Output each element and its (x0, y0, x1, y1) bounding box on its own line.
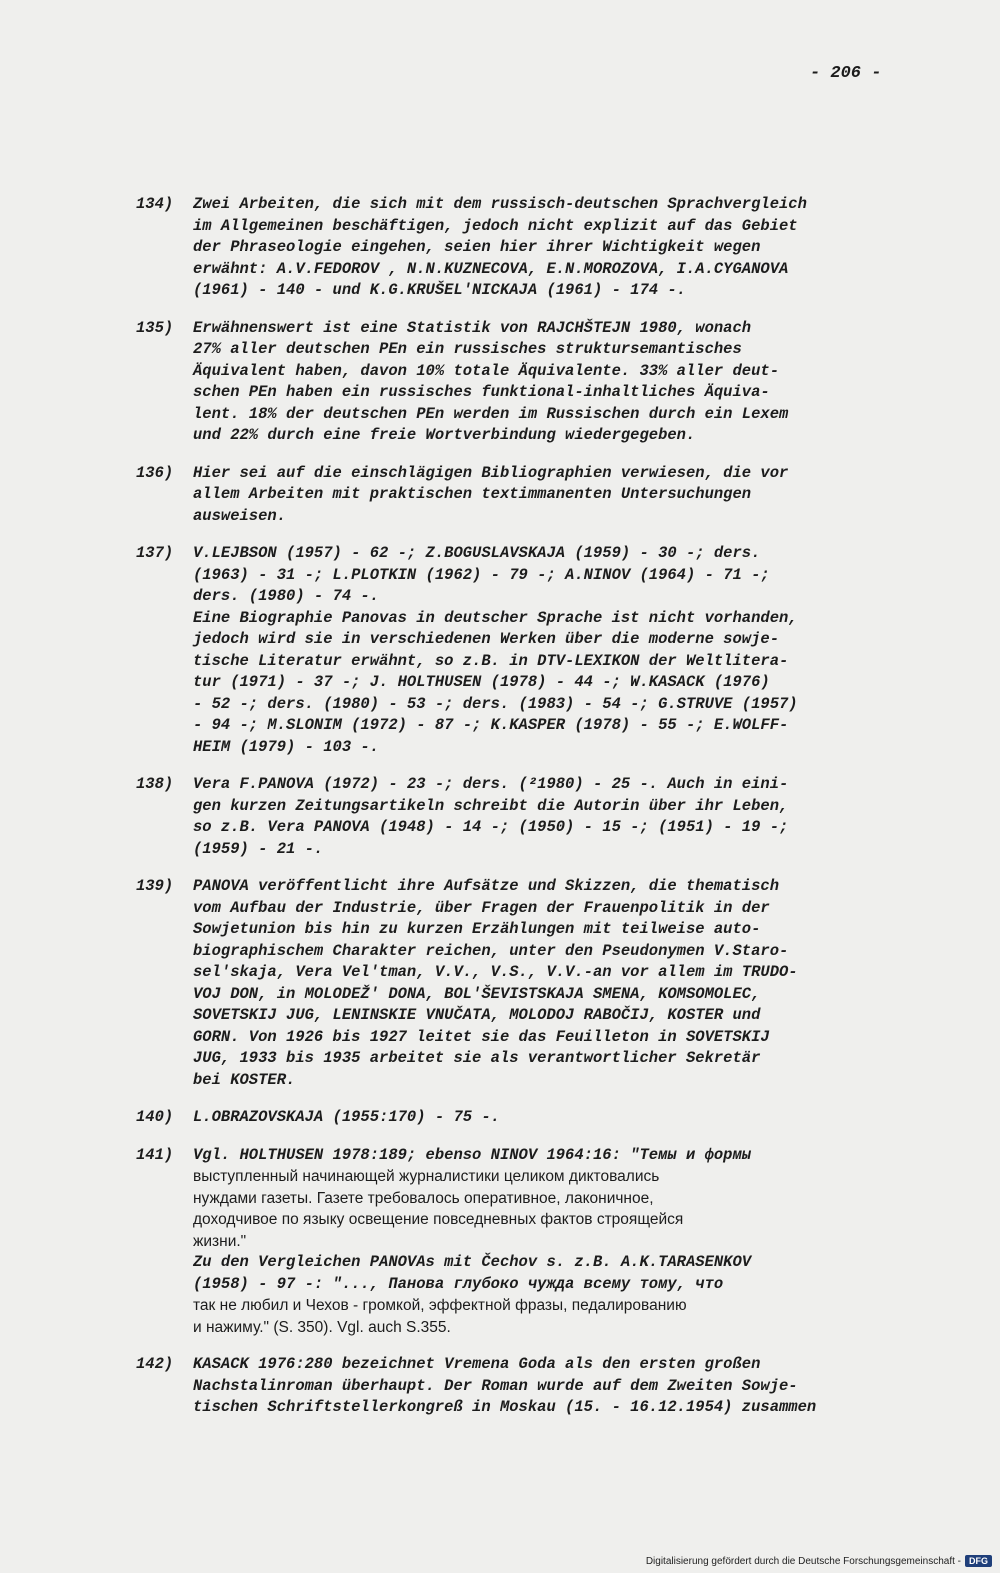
footnote-line: im Allgemeinen beschäftigen, jedoch nicht explizit auf das Gebiet (193, 216, 798, 235)
footnote-line: так не любил и Чехов - громкой, эффектной фразы, педалированию (193, 1297, 687, 1314)
footnote-line: tur (1971) - 37 -; J. HOLTHUSEN (1978) - 44 -; W.KASACK (1976) (193, 673, 770, 691)
footnote-line: SOVETSKIJ JUG, LENINSKIE VNUČATA, MOLODOJ RABOČIJ, KOSTER und (193, 1006, 761, 1024)
page-number: - 206 - (810, 64, 882, 83)
footnote-line: VOJ DON, in MOLODEŽ' DONA, BOL'ŠEVISTSKAJA SMENA, KOMSOMOLEC, (193, 984, 761, 1003)
footnote-line: L.OBRAZOVSKAJA (1955:170) - 75 -. (193, 1108, 500, 1126)
footnote-number: 139) (136, 877, 174, 895)
footnote-line: и нажиму." (S. 350). Vgl. auch S.355. (193, 1318, 451, 1336)
dfg-logo: DFG (965, 1555, 992, 1567)
footnote-line: Nachstalinroman überhaupt. Der Roman wurde auf dem Zweiten Sowje- (193, 1376, 798, 1395)
footnote-line: Eine Biographie Panovas in deutscher Sprache ist nicht vorhanden, (193, 608, 798, 627)
footnote-line: (1958) - 97 -: "..., Панова глубоко чужда всему тому, что (193, 1274, 724, 1293)
footnote-line: bei KOSTER. (193, 1070, 296, 1089)
footnote-line: erwähnt: A.V.FEDOROV , N.N.KUZNECOVA, E.N.MOROZOVA, I.A.CYGANOVA (193, 259, 789, 278)
footnote-line: (1959) - 21 -. (193, 839, 324, 858)
footnote-line: Erwähnenswert ist eine Statistik von RAJCHŠTEJN 1980, wonach (193, 318, 752, 337)
footnote-line: - 52 -; ders. (1980) - 53 -; ders. (1983) - 54 -; G.STRUVE (1957) (193, 694, 798, 713)
footnote-number: 135) (136, 318, 174, 337)
footnote-line: Zu den Vergleichen PANOVAs mit Čechov s. z.B. A.K.TARASENKOV (193, 1253, 752, 1271)
footnote-line: (1961) - 140 - und K.G.KRUŠEL'NICKAJA (1961) - 174 -. (193, 281, 686, 299)
footnote-line: sel'skaja, Vera Vel'tman, V.V., V.S., V.V.-an vor allem im TRUDO- (193, 963, 798, 981)
footnote-line: GORN. Von 1926 bis 1927 leitet sie das Feuilleton in SOVETSKIJ (193, 1027, 770, 1046)
footnote-line: gen kurzen Zeitungsartikeln schreibt die Autorin über ihr Leben, (193, 796, 789, 815)
footnote-line: Hier sei auf die einschlägigen Bibliographien verwiesen, die vor (193, 463, 789, 482)
footnote-number: 142) (136, 1355, 174, 1373)
footnote-line: ders. (1980) - 74 -. (193, 587, 380, 605)
footnote-line: und 22% durch eine freie Wortverbindung wiedergegeben. (193, 426, 696, 444)
footnote-line: 27% aller deutschen PEn ein russisches struktursemantisches (193, 340, 742, 358)
footnote-line: schen PEn haben ein russisches funktional-inhaltliches Äquiva- (193, 383, 770, 401)
footnote-line: ausweisen. (193, 506, 287, 525)
footnote-line: allem Arbeiten mit praktischen textimmanenten Untersuchungen (193, 485, 752, 503)
footnote-line: tische Literatur erwähnt, so z.B. in DTV-LEXIKON der Weltlitera- (193, 651, 789, 670)
footnote-line: Vera F.PANOVA (1972) - 23 -; ders. (²1980) - 25 -. Auch in eini- (193, 775, 789, 793)
footnote-line: vom Aufbau der Industrie, über Fragen der Frauenpolitik in der (193, 898, 770, 917)
footnote-line: jedoch wird sie in verschiedenen Werken über die moderne sowje- (193, 630, 779, 648)
footer (646, 1555, 992, 1567)
footnote-line: - 94 -; M.SLONIM (1972) - 87 -; K.KASPER (1978) - 55 -; E.WOLFF- (193, 716, 789, 734)
footnote-line: Vgl. HOLTHUSEN 1978:189; ebenso NINOV 1964:16: "Темы и формы (193, 1145, 752, 1164)
footer-text: Digitalisierung gefördert durch die Deutsche Forschungsgemeinschaft - (645, 1555, 961, 1567)
footnote-line: выступленный начинающей журналистики целиком диктовались (193, 1168, 660, 1185)
footnote-number: 136) (136, 463, 174, 482)
footnote-line: Zwei Arbeiten, die sich mit dem russisch-deutschen Sprachvergleich (193, 195, 807, 213)
footnote-line: lent. 18% der deutschen PEn werden im Russischen durch ein Lexem (193, 404, 789, 423)
footnote-line: Sowjetunion bis hin zu kurzen Erzählungen mit teilweise auto- (193, 920, 761, 938)
footnote-line: нуждами газеты. Газете требовалось оперативное, лаконичное, (193, 1189, 654, 1207)
footnote-line: so z.B. Vera PANOVA (1948) - 14 -; (1950) - 15 -; (1951) - 19 -; (193, 818, 789, 836)
footnote-line: JUG, 1933 bis 1935 arbeitet sie als verantwortlicher Sekretär (193, 1049, 761, 1067)
footnote-line: V.LEJBSON (1957) - 62 -; Z.BOGUSLAVSKAJA (1959) - 30 -; ders. (193, 544, 761, 562)
footnote-line: Äquivalent haben, davon 10% totale Äquivalente. 33% aller deut- (193, 361, 779, 380)
footnote-line: (1963) - 31 -; L.PLOTKIN (1962) - 79 -; A.NINOV (1964) - 71 -; (193, 565, 770, 584)
footnote-number: 140) (136, 1108, 174, 1126)
footnote-line: tischen Schriftstellerkongreß in Moskau (15. - 16.12.1954) zusammen (193, 1398, 817, 1416)
footnote-line: biographischem Charakter reichen, unter den Pseudonymen V.Staro- (193, 941, 789, 960)
footnote-number: 137) (136, 544, 174, 562)
footnote-line: жизни." (193, 1232, 247, 1250)
footnote-number: 138) (136, 775, 174, 793)
footnote-number: 134) (136, 195, 174, 213)
footnote-line: KASACK 1976:280 bezeichnet Vremena Goda als den ersten großen (193, 1355, 761, 1373)
footnote-line: PANOVA veröffentlicht ihre Aufsätze und Skizzen, die thematisch (193, 877, 779, 895)
footnote-number: 141) (136, 1145, 174, 1164)
footnote-line: доходчивое по языку освещение повседневных фактов строящейся (193, 1211, 684, 1228)
footnote-line: HEIM (1979) - 103 -. (193, 737, 380, 756)
footnote-line: der Phraseologie eingehen, seien hier ihrer Wichtigkeit wegen (193, 238, 761, 256)
